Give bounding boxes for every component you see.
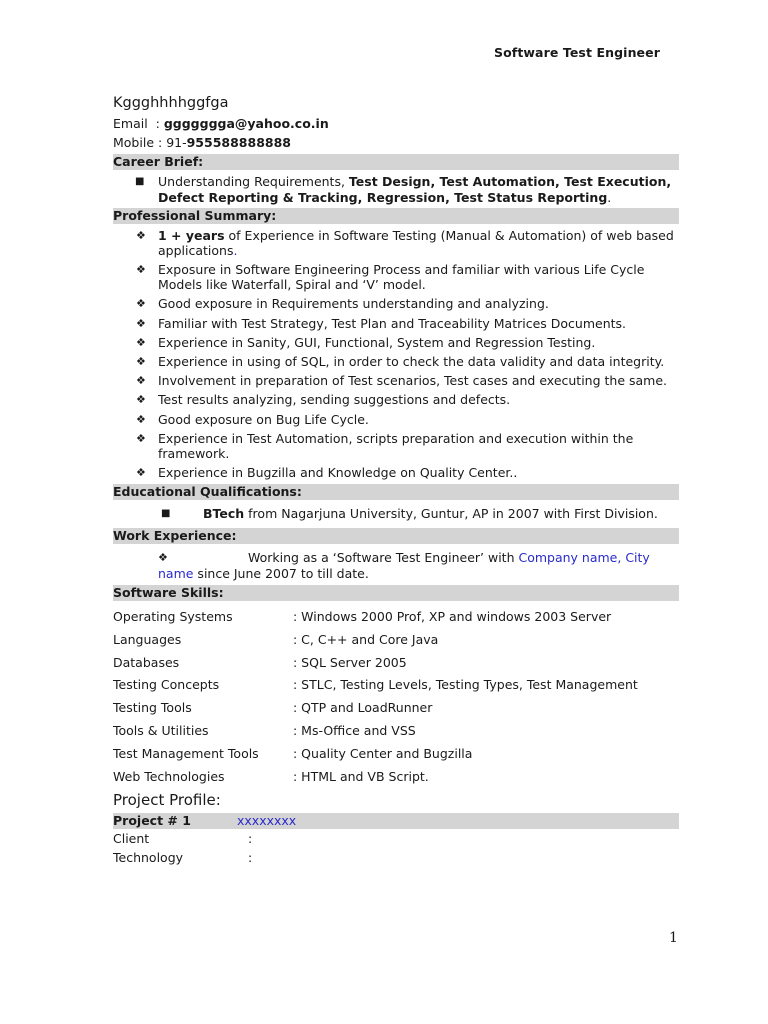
summary-text: Experience in using of SQL, in order to check the data validity and data integrity. — [158, 353, 665, 369]
email-value[interactable]: ggggggga@yahoo.co.in — [163, 116, 329, 131]
skills-table — [113, 605, 638, 787]
skill-value: : STLC, Testing Levels, Testing Types, Test Management — [293, 677, 638, 693]
section-professional-summary: Professional Summary: — [113, 208, 679, 224]
summary-item — [113, 392, 679, 407]
diamond-bullet-icon: ❖ — [136, 374, 146, 388]
project-profile-heading: Project Profile: — [113, 791, 221, 810]
summary-item — [113, 316, 679, 331]
section-educational-qualifications: Educational Qualifications: — [113, 484, 679, 500]
work-item — [113, 550, 679, 581]
project-technology-colon: : — [248, 850, 253, 866]
skills-row — [113, 628, 638, 651]
career-brief-list — [113, 174, 679, 206]
education-item — [113, 506, 679, 522]
education-degree: BTech — [203, 506, 245, 522]
project-client-colon: : — [248, 831, 253, 847]
diamond-bullet-icon: ❖ — [136, 393, 146, 407]
skills-row — [113, 605, 638, 628]
mobile-label: Mobile — [113, 135, 155, 150]
section-software-skills: Software Skills: — [113, 585, 679, 601]
project-number: Project # 1 — [113, 813, 191, 829]
summary-experience-end: . — [233, 243, 238, 258]
resume-content — [113, 95, 679, 867]
diamond-bullet-icon: ❖ — [136, 354, 146, 368]
work-suffix: since June 2007 to till date. — [193, 565, 369, 581]
career-brief-end: . — [607, 190, 612, 205]
mobile-value: 955588888888 — [186, 135, 291, 150]
education-detail: from Nagarjuna University, Guntur, AP in 2007 with First Division. — [244, 506, 658, 522]
skill-value: : HTML and VB Script. — [293, 768, 429, 784]
summary-item — [113, 431, 679, 461]
mobile-prefix: 91- — [166, 135, 187, 150]
section-career-brief: Career Brief: — [113, 154, 679, 170]
summary-text: Good exposure on Bug Life Cycle. — [158, 411, 369, 427]
summary-item — [113, 296, 679, 311]
summary-text: Experience in Bugzilla and Knowledge on Quality Center.. — [158, 464, 518, 480]
work-prefix: Working as a ‘Software Test Engineer’ with — [248, 550, 519, 566]
skill-label: Web Technologies — [113, 768, 225, 784]
summary-text: Involvement in preparation of Test scenarios, Test cases and executing the same. — [158, 373, 668, 389]
skill-label: Testing Concepts — [113, 677, 220, 693]
skill-label: Tools & Utilities — [113, 722, 209, 738]
square-bullet-icon: ■ — [135, 176, 145, 187]
project-technology-label: Technology — [113, 850, 184, 866]
diamond-bullet-icon: ❖ — [136, 431, 146, 445]
summary-text: Test results analyzing, sending suggestions and defects. — [158, 392, 511, 408]
skill-label: Testing Tools — [113, 700, 192, 716]
email-line: Email : ggggggga@yahoo.co.in — [113, 116, 329, 131]
summary-years: 1 + years — [158, 228, 225, 243]
skill-label: Databases — [113, 654, 180, 670]
page-number: 1 — [669, 930, 678, 946]
summary-item — [113, 465, 679, 480]
summary-item — [113, 262, 679, 292]
summary-text: Experience in Test Automation, scripts preparation and execution within the framework. — [158, 430, 634, 461]
skill-label: Operating Systems — [113, 608, 233, 624]
diamond-bullet-icon: ❖ — [136, 297, 146, 311]
project-client-row — [113, 829, 679, 848]
project-technology-row — [113, 848, 679, 867]
header-job-title: Software Test Engineer — [494, 45, 660, 60]
diamond-bullet-icon: ❖ — [136, 465, 146, 479]
skill-value: : Ms-Office and VSS — [293, 722, 416, 738]
summary-text: Experience in Sanity, GUI, Functional, System and Regression Testing. — [158, 334, 596, 350]
summary-item — [113, 412, 679, 427]
project-client-label: Client — [113, 831, 150, 847]
skills-row — [113, 719, 638, 742]
skill-value: : Quality Center and Bugzilla — [293, 745, 473, 761]
career-brief-skills: Test Design, Test Automation, Test Execution, Defect Reporting & Tracking, Regression, Test Status Reporting — [158, 174, 672, 205]
mobile-line: Mobile : 91-955588888888 — [113, 135, 291, 150]
diamond-bullet-icon: ❖ — [136, 335, 146, 349]
summary-list — [113, 228, 679, 480]
skills-row — [113, 673, 638, 696]
skills-row — [113, 696, 638, 719]
career-brief-intro: Understanding Requirements, — [158, 174, 349, 189]
skill-label: Test Management Tools — [113, 745, 259, 761]
project-code: xxxxxxxx — [237, 813, 297, 829]
diamond-bullet-icon: ❖ — [158, 551, 168, 565]
skill-value: : Windows 2000 Prof, XP and windows 2003 Server — [293, 608, 612, 624]
diamond-bullet-icon: ❖ — [136, 316, 146, 330]
diamond-bullet-icon: ❖ — [136, 229, 146, 242]
diamond-bullet-icon: ❖ — [136, 412, 146, 426]
skill-value: : SQL Server 2005 — [293, 654, 407, 670]
summary-item — [113, 373, 679, 388]
career-brief-item — [113, 174, 679, 206]
section-work-experience: Work Experience: — [113, 528, 679, 544]
square-bullet-icon: ■ — [161, 508, 171, 520]
work-company: Company name, City name — [158, 550, 650, 581]
summary-experience-text: of Experience in Software Testing (Manual & Automation) of web based applications — [158, 228, 674, 258]
candidate-name: Kggghhhhggfga — [113, 95, 229, 111]
summary-item-experience — [113, 228, 679, 258]
skill-value: : C, C++ and Core Java — [293, 631, 439, 647]
skills-row — [113, 742, 638, 765]
summary-text: Exposure in Software Engineering Process and familiar with various Life Cycle Models like Waterfall, Spiral and ‘V’ model. — [158, 262, 645, 293]
project-bar — [113, 813, 679, 829]
email-label: Email — [113, 116, 148, 131]
summary-text: Familiar with Test Strategy, Test Plan and Traceability Matrices Documents. — [158, 315, 626, 331]
work-text — [158, 550, 679, 581]
diamond-bullet-icon: ❖ — [136, 263, 146, 277]
skills-row — [113, 651, 638, 674]
summary-text: Good exposure in Requirements understanding and analyzing. — [158, 296, 549, 312]
summary-item — [113, 354, 679, 369]
skill-value: : QTP and LoadRunner — [293, 700, 433, 716]
summary-item — [113, 335, 679, 350]
skill-label: Languages — [113, 631, 182, 647]
skills-row — [113, 765, 638, 788]
